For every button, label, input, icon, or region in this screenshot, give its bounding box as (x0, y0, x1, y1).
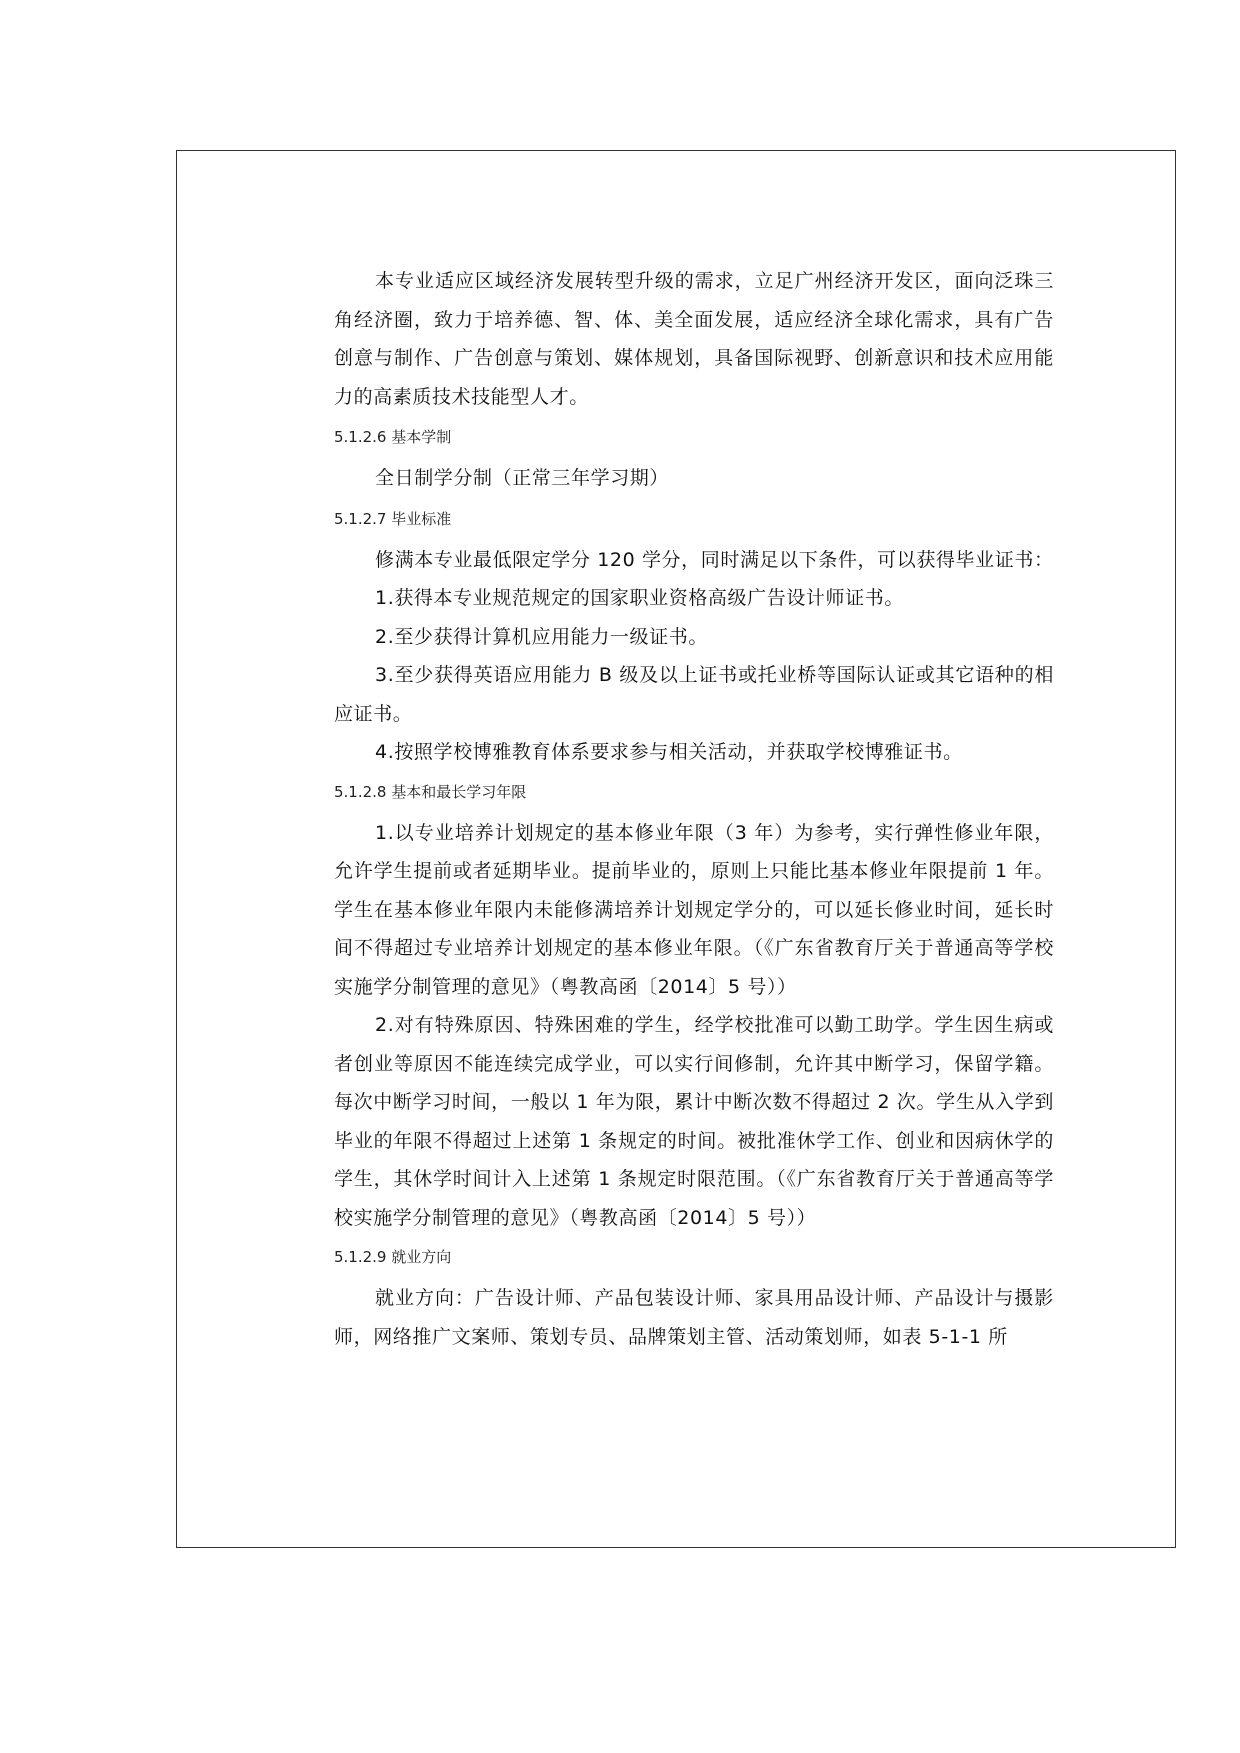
list-item: 1.以专业培养计划规定的基本修业年限（3 年）为参考，实行弹性修业年限，允许学生提前或者延期毕业。提前毕业的，原则上只能比基本修业年限提前 1 年。学生在基本修业年限内未能修满培养计划规定学分的，可以延长修业时间，延长时间不得超过专业培养计划规定的基本修业年限。（《广东省教育厅关于普通高等学校实施学分制管理的意见》（粤教高函〔2014〕5 号）） (334, 821, 1054, 998)
section-study-years (334, 777, 1054, 1238)
list-item: 1.获得本专业规范规定的国家职业资格高级广告设计师证书。 (375, 587, 904, 609)
list-item: 3.至少获得英语应用能力 B 级及以上证书或托业桥等国际认证或其它语种的相应证书。 (334, 664, 1054, 725)
list-item: 2.至少获得计算机应用能力一级证书。 (375, 625, 708, 648)
list-item: 2.对有特殊原因、特殊困难的学生，经学校批准可以勤工助学。学生因生病或者创业等原因不能连续完成学业，可以实行间修制，允许其中断学习，保留学籍。每次中断学习时间，一般以 1 年为限，累计中断次数不得超过 2 次。学生从入学到毕业的年限不得超过上述第 1 条规定的时间。被批准休学工作、创业和因病休学的学生，其休学时间计入上述第 1 条规定时限范围。（《广东省教育厅关于普通高等学校实施学分制管理的意见》（粤教高函〔2014〕5 号）） (334, 1014, 1054, 1229)
document-body (334, 262, 1054, 1356)
section-basic-duration (334, 422, 1054, 498)
section-heading: 5.1.2.7 毕业标准 (334, 509, 452, 528)
section-paragraph: 修满本专业最低限定学分 120 学分，同时满足以下条件，可以获得毕业证书： (375, 548, 1054, 571)
intro-paragraph: 本专业适应区域经济发展转型升级的需求，立足广州经济开发区，面向泛珠三角经济圈，致力于培养德、智、体、美全面发展，适应经济全球化需求，具有广告创意与制作、广告创意与策划、媒体规划，具备国际视野、创新意识和技术应用能力的高素质技术技能型人才。 (334, 270, 1054, 408)
section-paragraph: 就业方向：广告设计师、产品包装设计师、家具用品设计师、产品设计与摄影师，网络推广文案师、策划专员、品牌策划主管、活动策划师，如表 5-1-1 所 (334, 1287, 1054, 1348)
section-paragraph: 全日制学分制（正常三年学习期） (375, 467, 670, 489)
section-heading: 5.1.2.9 就业方向 (334, 1248, 452, 1266)
list-item: 4.按照学校博雅教育体系要求参与相关活动，并获取学校博雅证书。 (375, 741, 963, 763)
section-heading: 5.1.2.8 基本和最长学习年限 (334, 782, 527, 801)
section-graduation-standard (334, 504, 1054, 772)
section-employment-direction (334, 1242, 1054, 1356)
section-heading: 5.1.2.6 基本学制 (334, 428, 452, 446)
